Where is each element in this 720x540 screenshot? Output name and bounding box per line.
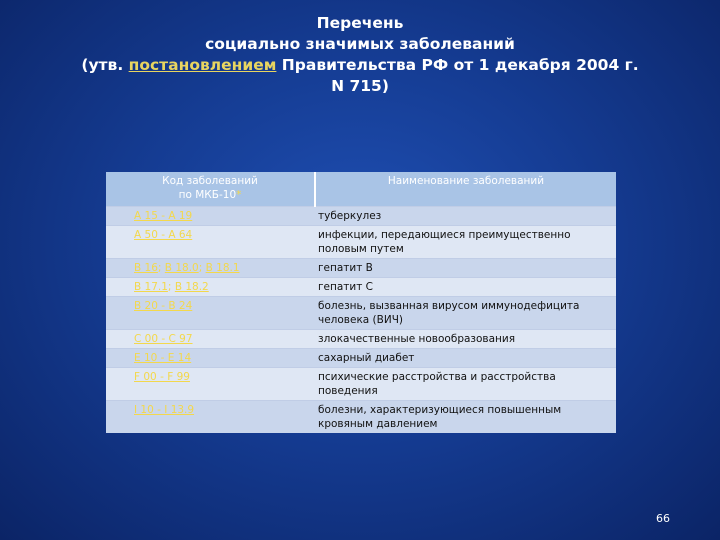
icd-code-link[interactable]: A 15 - A 19 — [134, 210, 193, 222]
table-row — [106, 207, 616, 226]
table-row — [106, 259, 616, 278]
code-separator: ; — [157, 262, 165, 274]
code-separator: ; — [167, 281, 175, 293]
icd-code-link[interactable]: B 17.1 — [134, 281, 168, 293]
title-line-3-prefix: (утв. — [81, 56, 129, 74]
header-name: Наименование заболеваний — [315, 172, 616, 207]
header-code-line-2 — [109, 188, 311, 202]
table-body — [106, 207, 616, 434]
page-number: 66 — [656, 512, 670, 525]
icd-code-link[interactable]: B 20 - B 24 — [134, 300, 193, 312]
title-line-2: социально значимых заболеваний — [205, 35, 515, 53]
disease-name-cell: гепатит B — [315, 259, 616, 278]
disease-name-cell: психические расстройства и расстройства поведения — [315, 368, 616, 401]
disease-name-cell: гепатит C — [315, 278, 616, 297]
icd-code-cell — [106, 297, 315, 330]
title-line-3 — [0, 55, 720, 76]
title-line-3-suffix: Правительства РФ от 1 декабря 2004 г. — [276, 56, 639, 74]
icd-code-link[interactable]: B 18.2 — [174, 281, 209, 293]
icd-code-link[interactable]: F 00 - F 99 — [134, 371, 190, 383]
icd-code-cell — [106, 278, 315, 297]
table-header-row — [106, 172, 616, 207]
disease-name-cell: инфекции, передающиеся преимущественно половым путем — [315, 226, 616, 259]
title-line-1: Перечень — [316, 14, 404, 32]
header-code — [106, 172, 315, 207]
table-row — [106, 226, 616, 259]
icd-code-link[interactable]: A 50 - A 64 — [134, 229, 193, 241]
disease-name-cell: болезни, характеризующиеся повышенным кровяным давлением — [315, 401, 616, 434]
disease-name-cell: злокачественные новообразования — [315, 330, 616, 349]
table-row — [106, 401, 616, 434]
title-line-4: N 715) — [331, 77, 389, 95]
decree-link[interactable]: постановлением — [128, 56, 277, 74]
table-row — [106, 330, 616, 349]
icd-code-link[interactable]: I 10 - I 13.9 — [134, 404, 195, 416]
icd-code-cell — [106, 330, 315, 349]
icd-code-link[interactable]: B 18.0 — [164, 262, 199, 274]
header-code-label: по МКБ-10 — [178, 189, 237, 201]
icd-code-link[interactable]: B 18.1 — [205, 262, 240, 274]
table-row — [106, 368, 616, 401]
footnote-star[interactable]: * — [236, 189, 242, 201]
header-code-line-1: Код заболеваний — [162, 175, 258, 187]
table-row — [106, 349, 616, 368]
code-separator: ; — [198, 262, 206, 274]
slide-title — [0, 13, 720, 97]
icd-code-cell — [106, 259, 315, 278]
diseases-table — [106, 172, 616, 433]
icd-code-cell — [106, 368, 315, 401]
disease-name-cell: туберкулез — [315, 207, 616, 226]
disease-name-cell: болезнь, вызванная вирусом иммунодефицита человека (ВИЧ) — [315, 297, 616, 330]
table-row — [106, 297, 616, 330]
table-row — [106, 278, 616, 297]
icd-code-cell — [106, 349, 315, 368]
icd-code-cell — [106, 207, 315, 226]
disease-name-cell: сахарный диабет — [315, 349, 616, 368]
icd-code-cell — [106, 226, 315, 259]
icd-code-link[interactable]: B 16 — [134, 262, 158, 274]
icd-code-cell — [106, 401, 315, 434]
icd-code-link[interactable]: E 10 - E 14 — [134, 352, 192, 364]
icd-code-link[interactable]: C 00 - C 97 — [134, 333, 193, 345]
